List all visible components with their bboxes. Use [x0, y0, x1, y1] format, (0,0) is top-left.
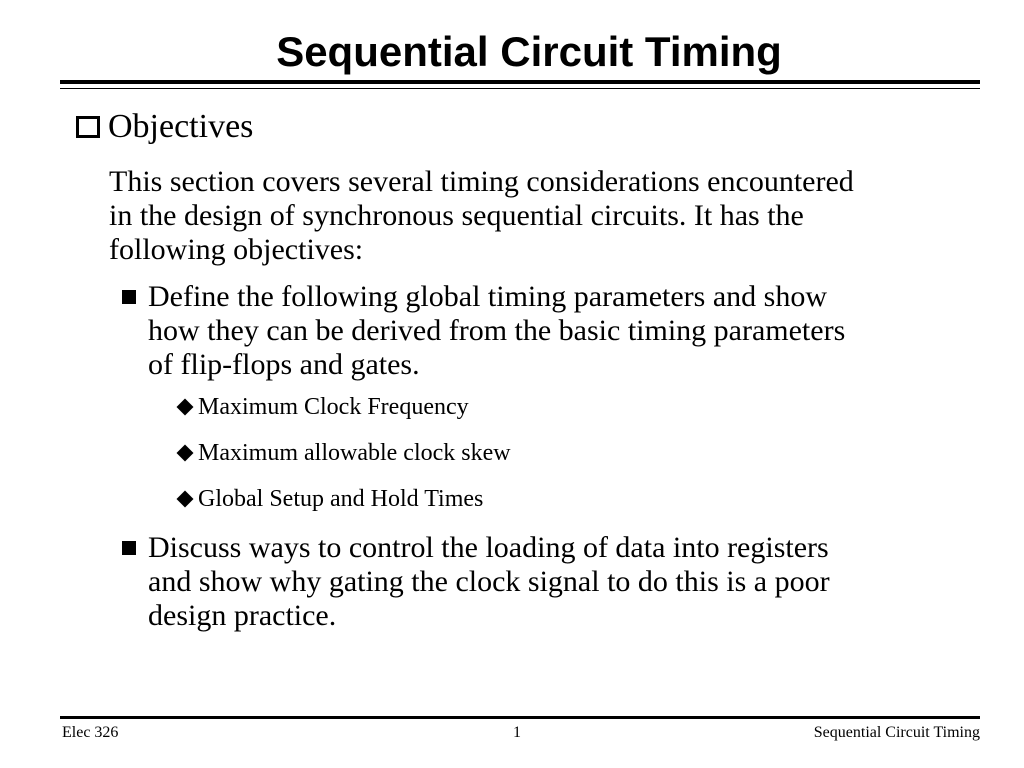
square-bullet-icon: [122, 541, 136, 555]
bullet-line: Define the following global timing parameters and show: [148, 280, 827, 313]
subitem-setup-hold-times: [176, 484, 483, 514]
subitem-label: Maximum Clock Frequency: [198, 394, 469, 420]
bullet-line: how they can be derived from the basic timing parameters: [148, 314, 846, 347]
intro-line: following objectives:: [109, 233, 364, 266]
footer-section-title: Sequential Circuit Timing: [813, 724, 980, 741]
diamond-icon: [177, 445, 194, 462]
diamond-icon: [177, 399, 194, 416]
bullet-line: Discuss ways to control the loading of data into registers: [148, 531, 829, 564]
bullet-line: and show why gating the clock signal to do this is a poor: [148, 565, 830, 598]
square-bullet-icon: [122, 290, 136, 304]
intro-line: This section covers several timing considerations encountered: [109, 165, 854, 198]
subitem-max-clock-frequency: [176, 392, 469, 422]
footer-page-number: 1: [513, 724, 521, 741]
subitem-label: Global Setup and Hold Times: [198, 486, 484, 512]
bullet-line: of flip-flops and gates.: [148, 348, 420, 381]
bullet-line: design practice.: [148, 599, 337, 632]
footer-course-label: Elec 326: [62, 724, 119, 741]
intro-paragraph: [109, 165, 989, 267]
subitem-max-clock-skew: [176, 438, 511, 468]
subitem-label: Maximum allowable clock skew: [198, 440, 511, 466]
intro-line: in the design of synchronous sequential circuits. It has the: [109, 199, 804, 232]
diamond-icon: [177, 491, 194, 508]
title-divider-thin: [60, 88, 980, 89]
footer-divider: [60, 716, 980, 719]
checkbox-icon: [76, 116, 100, 138]
slide-title: Sequential Circuit Timing: [276, 28, 782, 75]
objectives-heading: [70, 106, 253, 148]
objectives-heading-label: Objectives: [108, 108, 254, 145]
title-divider-thick: [60, 80, 980, 84]
